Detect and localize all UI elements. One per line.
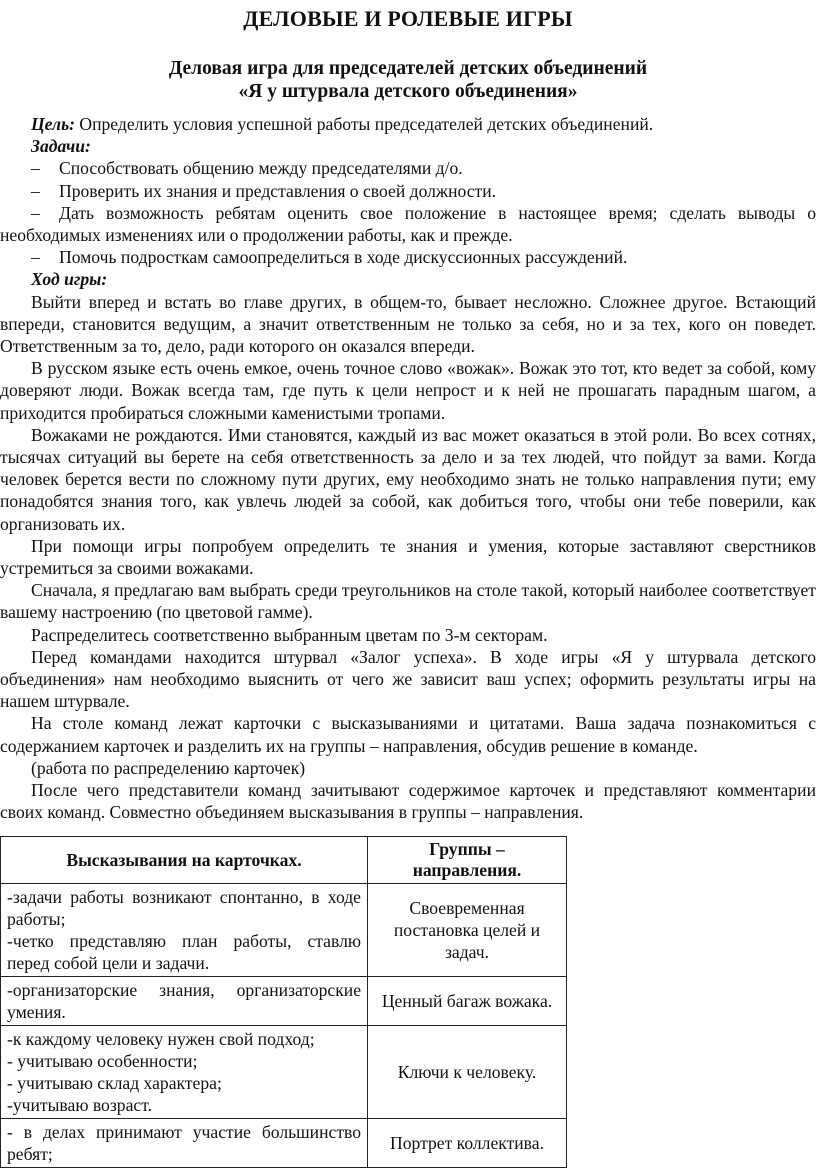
task-text: Способствовать общению между председателями д/о. [59,158,463,179]
procedure-paragraph: Распределитесь соответственно выбранным цветам по 3-м секторам. [31,624,548,645]
dash-marker: – [31,158,40,179]
task-text: Проверить их знания и представления о своей должности. [59,180,497,201]
statement-line: -учитываю возраст. [7,1095,152,1115]
procedure-paragraph: (работа по распределению карточек) [31,757,306,778]
statements-cell [1,1026,368,1119]
game-subtitle [0,57,816,103]
document-body [0,113,816,824]
subtitle-line-2: «Я у штурвала детского объединения» [238,81,578,102]
procedure-paragraph: После чего представители команд зачитывают содержимое карточек и представляют комментарии своих команд. Совместно объединяем высказывания в группы – направления. [0,780,816,823]
task-item [0,157,816,179]
task-item [0,202,816,246]
header-groups-line-2: направления. [412,860,522,880]
group-cell: Портрет коллектива. [368,1119,567,1168]
statements-cell [1,884,368,977]
group-cell: Своевременная постановка целей и задач. [368,884,567,977]
procedure-paragraph: Перед командами находится штурвал «Залог успеха». В ходе игры «Я у штурвала детского объединения» нам необходимо выяснить от чего же зависит ваш успех; оформить результаты игры на нашем штурвале. [0,646,816,712]
tasks-heading [0,135,816,157]
statements-cell [1,1119,368,1168]
procedure-paragraph: Сначала, я предлагаю вам выбрать среди треугольников на столе такой, который наиболее соответствует вашему настроению (по цветовой гамме). [0,580,816,623]
dash-marker: – [31,180,40,201]
dash-marker: – [31,247,40,268]
group-cell: Ценный багаж вожака. [368,977,567,1026]
table-header-row [1,837,567,884]
task-item [0,246,816,268]
table-row [1,977,567,1026]
table-row [1,1026,567,1119]
header-groups-line-1: Группы – [429,839,505,859]
statement-line: -организаторские знания, организаторские умения. [7,980,361,1022]
statements-cell [1,977,368,1026]
statement-line: -задачи работы возникают спонтанно, в ходе работы; [7,887,361,929]
subtitle-line-1: Деловая игра для председателей детских объединений [168,58,648,79]
page-title: ДЕЛОВЫЕ И РОЛЕВЫЕ ИГРЫ [243,6,573,31]
goal-paragraph [0,113,816,135]
procedure-label: Ход игры: [31,269,108,290]
procedure-paragraph: Выйти вперед и встать во главе других, в общем-то, бывает несложно. Сложнее другое. Встающий впереди, становится ведущим, а значит ответственным не только за себя, но и за тех, кого он поведет. Ответственным за то, дело, ради которого он оказался впереди. [0,291,816,357]
procedure-paragraph: Вожаками не рождаются. Ими становятся, каждый из вас может оказаться в этой роли. Во всех сотнях, тысячах ситуаций вы берете на себя ответственность за дело и за тех людей, что пойдут за вами. Когда человек берется вести по сложному пути других, ему необходимо знать не только направления пути; ему понадобятся знания того, как увлечь людей за собой, как добиться того, чтобы они тебе поверили, как организовать их. [0,424,816,534]
goal-label: Цель: [31,114,75,134]
task-text: Дать возможность ребятам оценить свое положение в настоящее время; сделать выводы о необходимых изменениях или о продолжении работы, как и прежде. [0,202,816,246]
group-cell: Ключи к человеку. [368,1026,567,1119]
task-item [0,180,816,202]
statement-line: - в делах принимают участие большинство ребят; [7,1122,361,1164]
statement-line: - учитываю склад характера; [7,1073,222,1093]
goal-text: Определить условия успешной работы председателей детских объединений. [74,114,654,134]
table-row [1,1119,567,1168]
cards-table [0,836,567,1168]
header-groups [368,837,567,884]
procedure-paragraph: При помощи игры попробуем определить те знания и умения, которые заставляют сверстников устремиться за своими вожаками. [0,535,816,579]
statement-line: -к каждому человеку нужен свой подход; [7,1029,315,1049]
task-text: Помочь подросткам самоопределиться в ходе дискуссионных рассуждений. [59,247,628,268]
dash-marker: – [31,202,40,223]
header-statements: Высказывания на карточках. [1,837,368,884]
statement-line: -четко представляю план работы, ставлю перед собой цели и задачи. [7,931,361,973]
procedure-paragraph: На столе команд лежат карточки с высказываниями и цитатами. Ваша задача познакомиться с содержанием карточек и разделить их на группы – направления, обсудив решение в команде. [0,713,816,756]
procedure-heading [0,268,816,290]
tasks-label: Задачи: [31,136,91,157]
statement-line: - учитываю особенности; [7,1051,198,1071]
procedure-paragraph: В русском языке есть очень емкое, очень точное слово «вожак». Вожак это тот, кто ведет за собой, кому доверяют люди. Вожак всегда там, где путь к цели непрост и к ней не прошагать парадным шагом, а приходится пробираться сложными каменистыми тропами. [0,358,816,423]
table-row [1,884,567,977]
